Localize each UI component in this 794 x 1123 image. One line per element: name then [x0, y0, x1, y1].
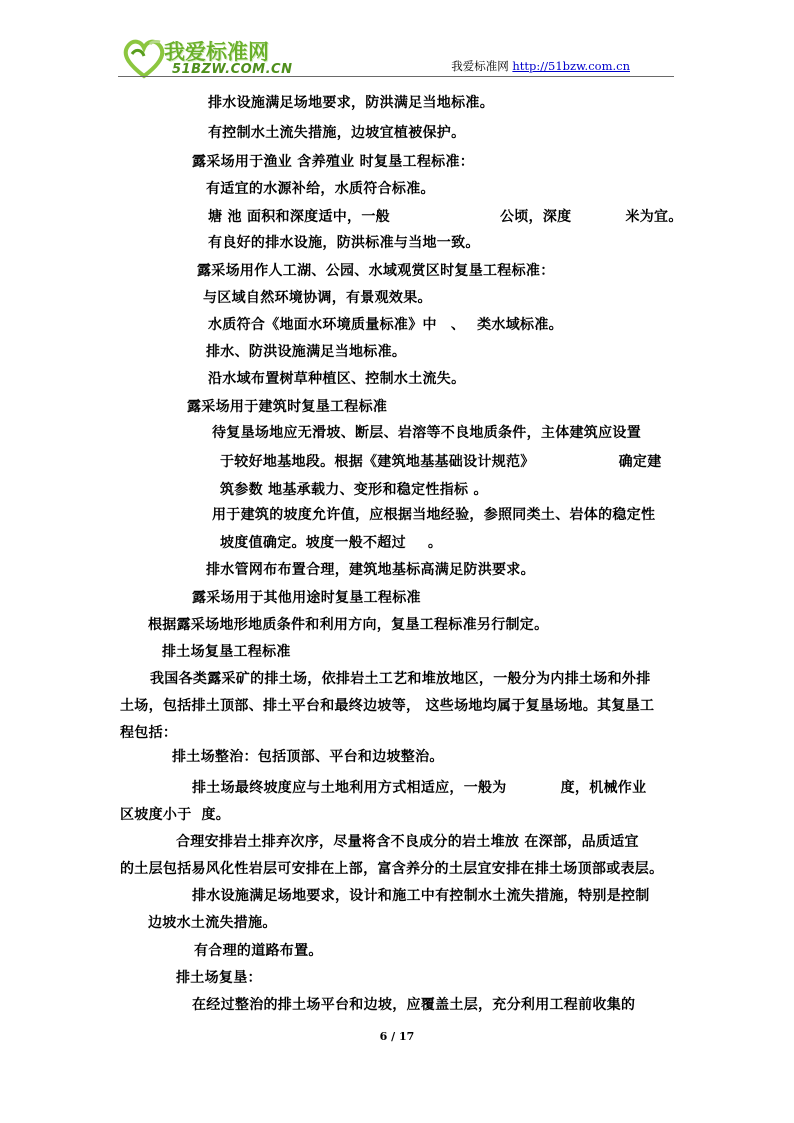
- text-segment: 度。: [201, 807, 231, 823]
- text-line: 筑参数 地基承载力、变形和稳定性指标 。: [220, 482, 488, 498]
- text-line: 程包括：: [120, 725, 178, 741]
- text-line: 的土层包括易风化性岩层可安排在上部，富含养分的土层宜安排在排土场顶部或表层。: [120, 861, 664, 877]
- text-line: [192, 779, 646, 797]
- text-line: 排水设施满足场地要求，防洪满足当地标准。: [208, 95, 494, 111]
- text-segment: 水质符合《地面水环境质量标准》中: [208, 317, 437, 333]
- text-line: 有合理的道路布置。: [194, 943, 323, 959]
- text-segment: 。: [427, 535, 443, 551]
- text-segment: 确定建: [618, 454, 662, 470]
- text-segment: 塘 池 面积和深度适中，一般: [208, 209, 390, 225]
- text-line: [220, 453, 662, 471]
- text-line: 在经过整治的排土场平台和边坡，应覆盖土层，充分利用工程前收集的: [192, 997, 636, 1013]
- text-line: 有控制水土流失措施，边坡宜植被保护。: [208, 125, 466, 141]
- page-number: 6 / 17: [379, 1030, 415, 1043]
- text-line: [120, 806, 230, 824]
- text-line: 有适宜的水源补给，水质符合标准。: [206, 181, 435, 197]
- text-line: 排水设施满足场地要求，设计和施工中有控制水土流失措施，特别是控制: [192, 888, 650, 904]
- text-line: 露采场用于渔业 含养殖业 时复垦工程标准：: [192, 154, 475, 170]
- text-line: [220, 534, 442, 552]
- text-segment: 排土场最终坡度应与土地利用方式相适应，一般为: [192, 780, 507, 796]
- text-line: 排土场复垦：: [176, 970, 262, 986]
- text-line: 有良好的排水设施，防洪标准与当地一致。: [208, 235, 480, 251]
- text-line: 与区域自然环境协调，有景观效果。: [203, 290, 432, 306]
- text-line: 排土场整治：包括顶部、平台和边坡整治。: [172, 749, 444, 765]
- text-line: 露采场用于其他用途时复垦工程标准: [192, 590, 421, 606]
- text-line: 合理安排岩土排弃次序，尽量将含不良成分的岩土堆放 在深部，品质适宜: [176, 834, 639, 850]
- text-segment: 、: [450, 317, 466, 333]
- header-divider: [118, 76, 674, 77]
- text-line: 沿水域布置树草种植区、控制水土流失。: [208, 371, 466, 387]
- text-line: 我国各类露采矿的排土场，依排岩土工艺和堆放地区，一般分为内排土场和外排: [150, 671, 651, 687]
- text-line: 用于建筑的坡度允许值，应根据当地经验，参照同类土、岩体的稳定性: [212, 507, 656, 523]
- text-line: 根据露采场地形地质条件和利用方向，复垦工程标准另行制定。: [148, 617, 549, 633]
- text-line: 待复垦场地应无滑坡、断层、岩溶等不良地质条件，主体建筑应设置: [212, 425, 641, 441]
- text-segment: 度，机械作业: [560, 780, 647, 796]
- text-line: 排水、防洪设施满足当地标准。: [206, 344, 407, 360]
- text-line: 土场，包括排土顶部、排土平台和最终边坡等， 这些场地均属于复垦场地。其复垦工: [120, 698, 655, 714]
- heart-leaf-icon: [120, 34, 168, 82]
- text-line: 排水管网布布置合理，建筑地基标高满足防洪要求。: [206, 562, 535, 578]
- logo-english-text: 51BZW.COM.CN: [172, 62, 293, 77]
- header-site-link[interactable]: http://51bzw.com.cn: [512, 59, 630, 73]
- text-line: [208, 316, 563, 334]
- text-segment: 于较好地基地段。根据《建筑地基基础设计规范》: [220, 454, 535, 470]
- text-segment: 米为宜。: [625, 209, 683, 225]
- header-site-name: 我爱标准网: [451, 59, 509, 73]
- logo-chinese-text: 我爱标准网: [164, 40, 269, 64]
- text-segment: 类水域标准。: [477, 317, 563, 333]
- text-line: 边坡水土流失措施。: [148, 915, 277, 931]
- text-line: [208, 208, 683, 226]
- text-line: 露采场用于建筑时复垦工程标准: [187, 399, 388, 415]
- text-segment: 区坡度小于: [120, 807, 192, 823]
- text-segment: 公顷，深度: [499, 209, 572, 225]
- text-line: 露采场用作人工湖、公园、水域观赏区时复垦工程标准：: [197, 263, 555, 279]
- section-heading: 排土场复垦工程标准: [162, 644, 291, 660]
- text-segment: 坡度值确定。坡度一般不超过: [220, 535, 406, 551]
- header-site-info: [451, 58, 630, 74]
